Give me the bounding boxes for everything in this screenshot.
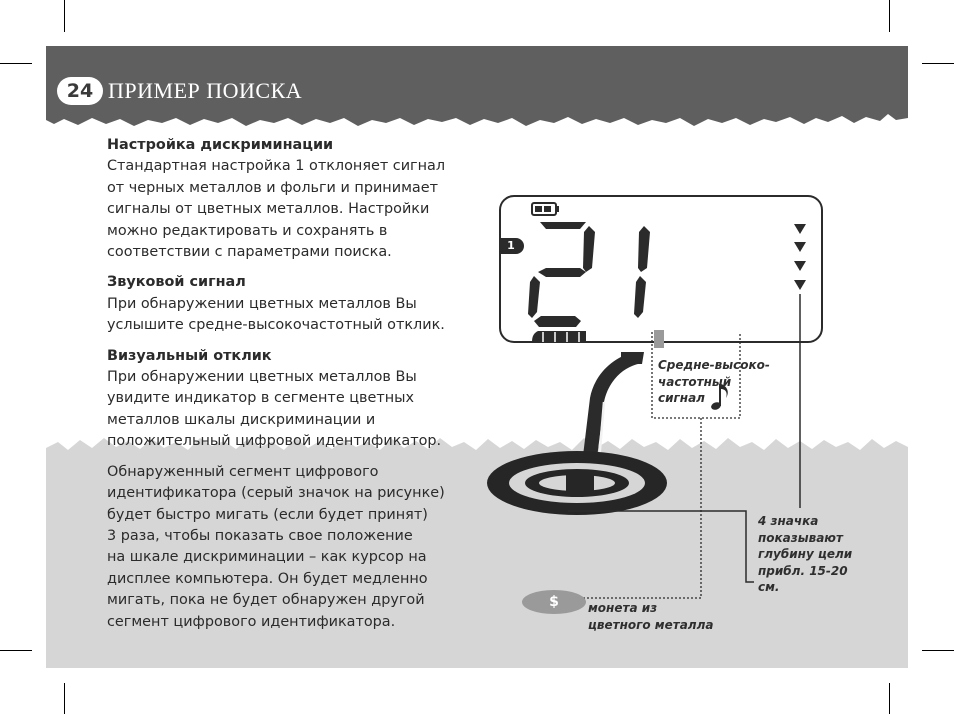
callout-line: прибл. 15-20 [758,563,848,578]
crop-mark [889,0,890,32]
section-heading: Звуковой сигнал [107,274,246,291]
coin-symbol: $ [549,594,559,610]
crop-mark [64,683,65,714]
crop-mark [922,63,954,64]
callout-line: Средне-высоко- [658,358,770,372]
body-line: Обнаруженный сегмент цифрового [107,463,379,480]
callout-line: 4 значка [758,514,819,528]
body-line: При обнаружении цветных металлов Вы [107,295,417,312]
body-line: металлов шкалы дискриминации и [107,411,376,428]
callout-line: см. [758,580,780,594]
crop-mark [922,650,954,651]
body-line: можно редактировать и сохранять в [107,222,388,239]
section-heading: Настройка дискриминации [107,137,334,153]
page-number: 24 [66,80,94,102]
detected-segment [654,330,664,348]
crop-mark [64,0,65,32]
body-line: соответствии с параметрами поиска. [107,244,392,261]
body-line: При обнаружении цветных металлов Вы [107,369,417,386]
callout-line: сигнал [658,391,705,405]
body-line: Стандартная настройка 1 отклоняет сигнал [107,158,446,175]
coin-callout [588,600,713,633]
body-line: будет быстро мигать (если будет принят) [107,506,428,523]
body-line: 3 раза, чтобы показать свое положение [107,527,413,544]
detector-shaft [582,352,644,466]
body-line: положительный цифровой идентификатор. [107,433,442,450]
callout-line: глубину цели [758,547,853,561]
body-line: сигналы от цветных металлов. Настройки [107,201,430,218]
lcd-display [500,196,822,348]
body-line: идентификатора (серый значок на рисунке) [107,485,445,502]
body-line: мигать, пока не будет обнаружен другой [107,592,425,609]
body-line: дисплее компьютера. Он будет медленно [107,570,428,587]
section-heading: Визуальный отклик [107,347,272,364]
crop-mark [0,63,32,64]
tone-callout [658,357,770,407]
manual-page [46,46,908,668]
mode-number: 1 [507,239,515,252]
body-line: увидите индикатор в сегменте цветных [107,390,415,407]
body-line: на шкале дискриминации – как курсор на [107,549,427,566]
crop-mark [0,650,32,651]
body-line: от черных металлов и фольги и принимает [107,179,438,196]
crop-mark [889,683,890,714]
body-line: сегмент цифрового идентификатора. [107,613,396,630]
callout-line: монета из [588,601,658,615]
target-id-value: 21 [746,306,759,317]
page-title: ПРИМЕР ПОИСКА [108,78,303,103]
depth-callout [758,513,852,596]
callout-line: частотный [658,374,732,389]
callout-line: цветного металла [588,617,714,632]
body-line: услышите средне-высокочастотный отклик. [107,317,445,334]
coil-leader-line [568,511,754,582]
callout-line: показывают [758,530,843,545]
search-coil [487,451,667,515]
